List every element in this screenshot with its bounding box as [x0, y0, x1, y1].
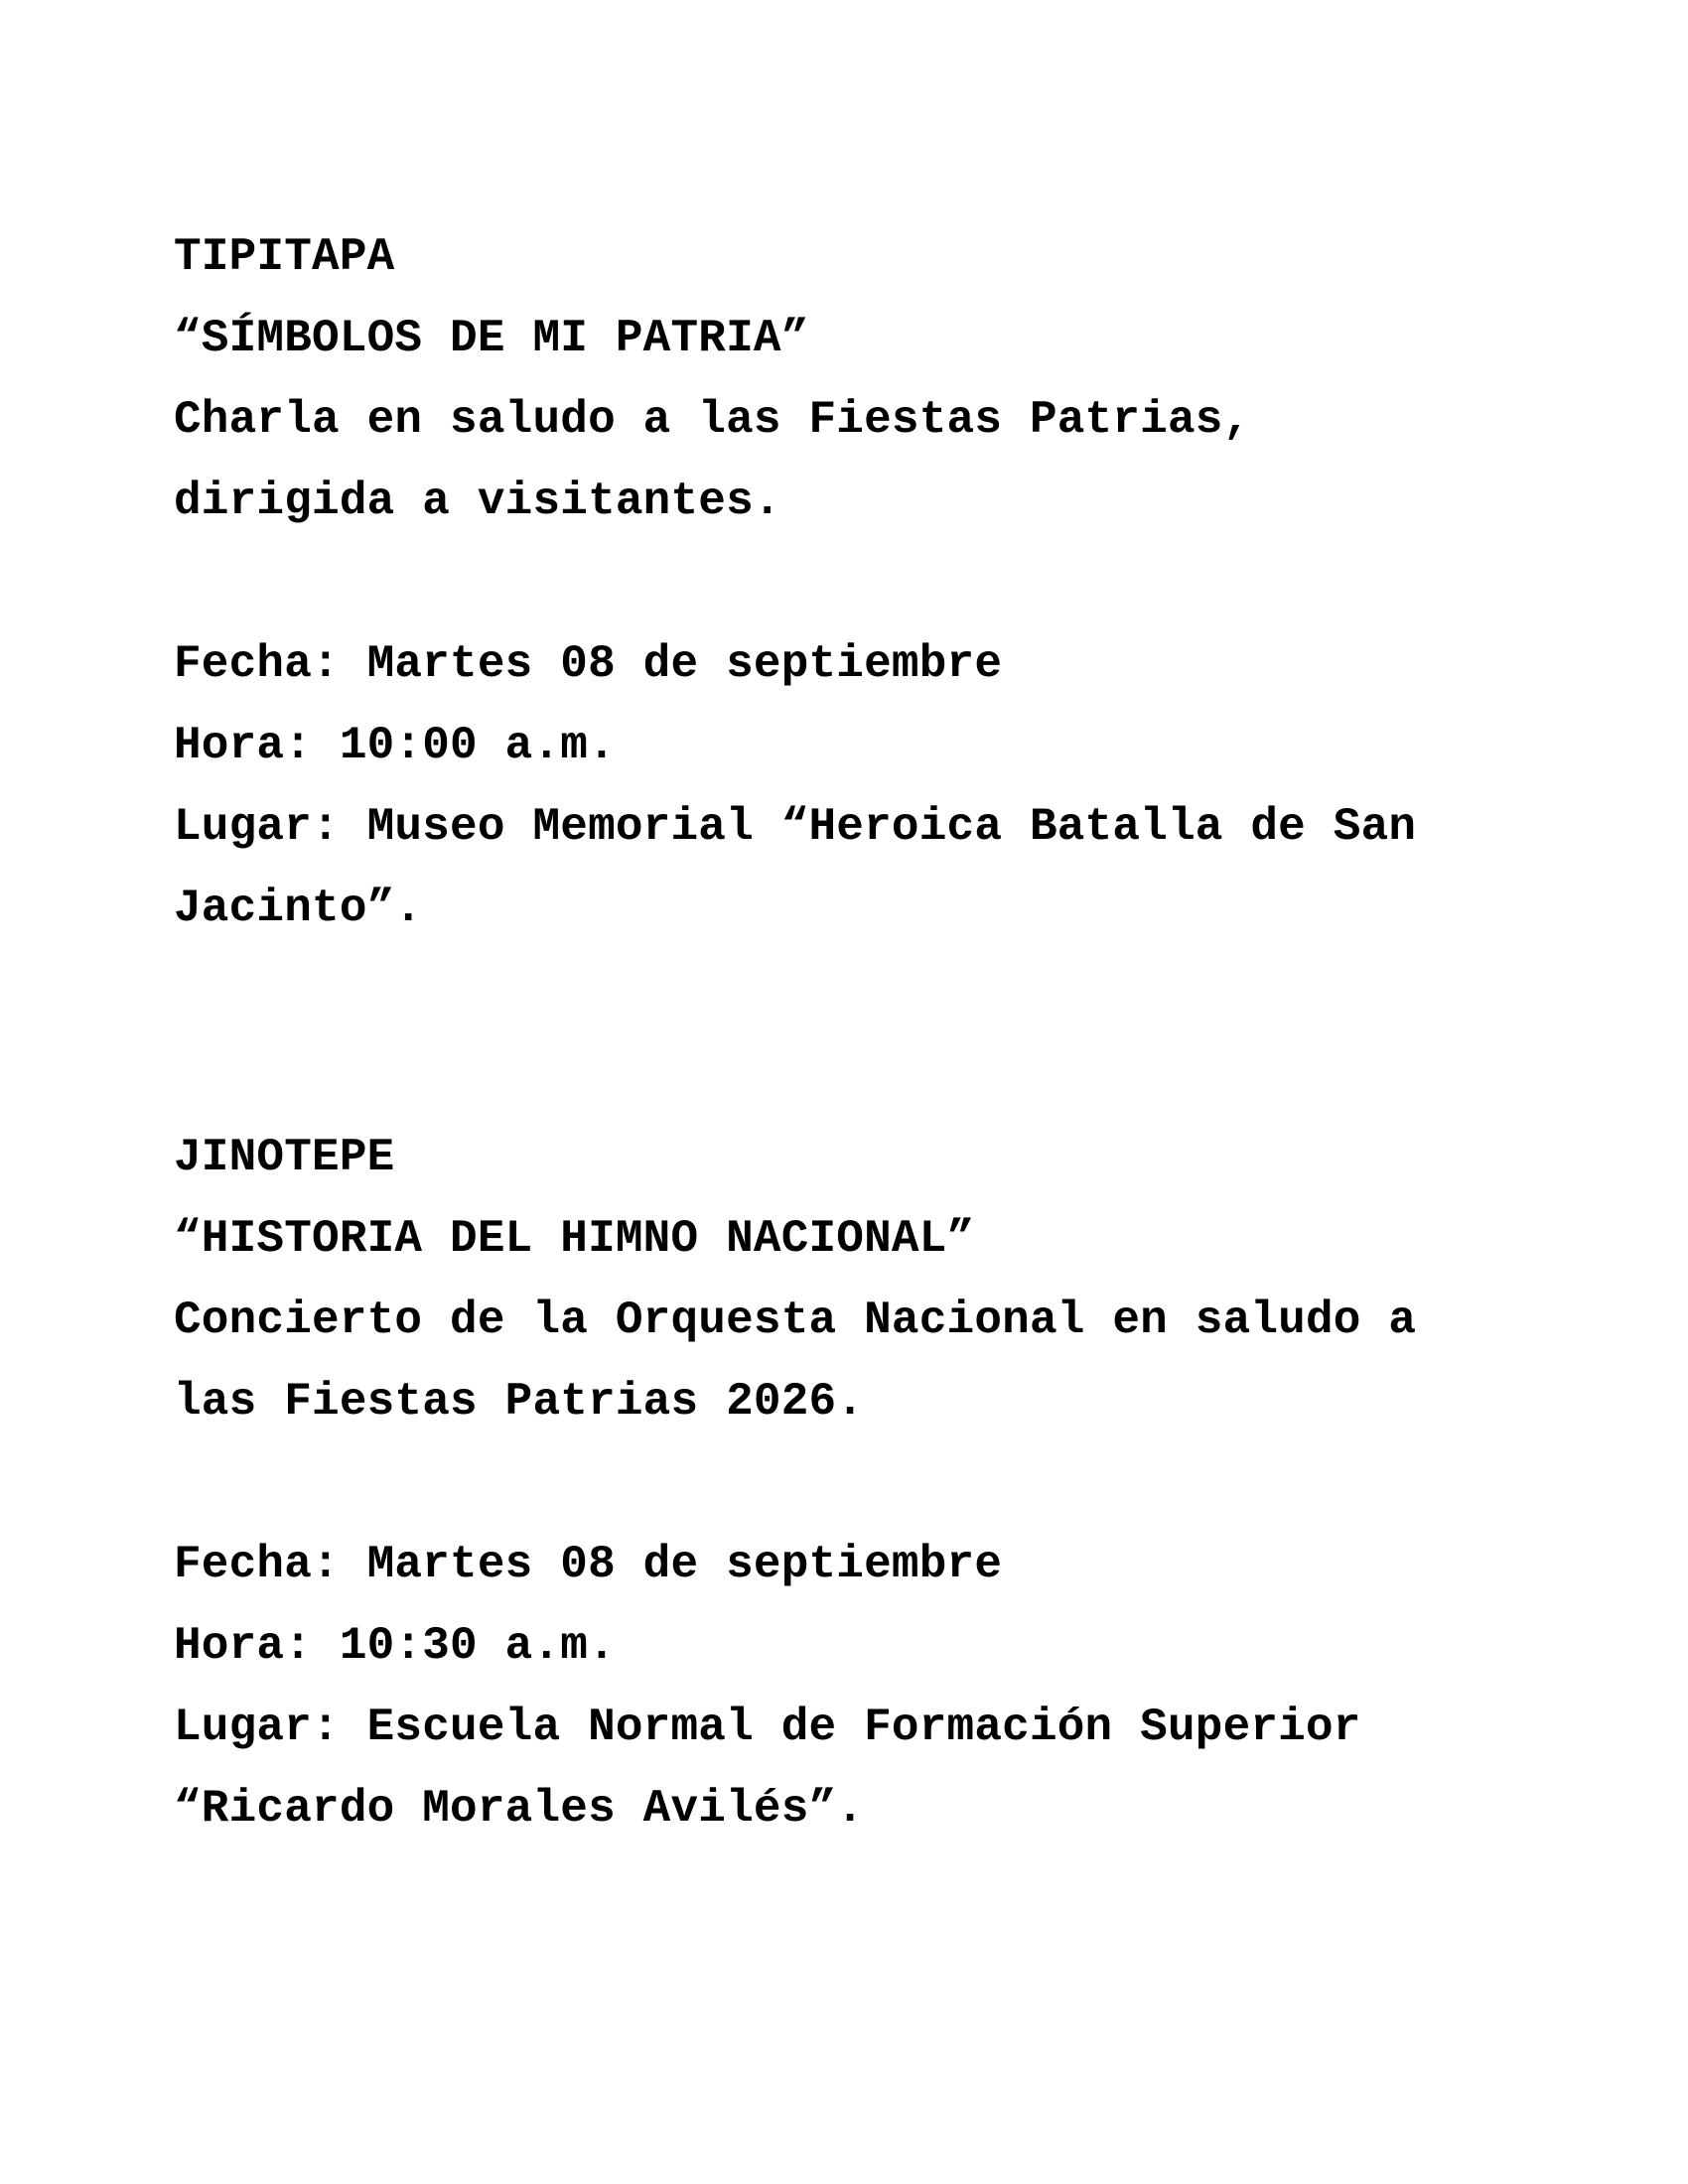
spacer: [174, 1442, 1544, 1524]
event-description-line: Concierto de la Orquesta Nacional en saludo a: [174, 1295, 1417, 1346]
event-title: “HISTORIA DEL HIMNO NACIONAL”: [174, 1213, 975, 1265]
event-location-line: “Ricardo Morales Avilés”.: [174, 1783, 865, 1835]
event-description-line: dirigida a visitantes.: [174, 476, 781, 527]
event-description-line: Charla en saludo a las Fiestas Patrias,: [174, 394, 1251, 446]
event-tipitapa: [174, 216, 1544, 949]
event-city: JINOTEPE: [174, 1132, 395, 1183]
spacer: [174, 542, 1544, 623]
event-time: Hora: 10:30 a.m.: [174, 1620, 616, 1672]
event-description-line: las Fiestas Patrias 2026.: [174, 1376, 865, 1428]
event-location-line: Jacinto”.: [174, 883, 423, 934]
event-jinotepe: [174, 1117, 1544, 1849]
event-time: Hora: 10:00 a.m.: [174, 720, 616, 771]
event-title: “SÍMBOLOS DE MI PATRIA”: [174, 313, 809, 364]
event-location-line: Lugar: Museo Memorial “Heroica Batalla de San: [174, 801, 1417, 853]
event-city: TIPITAPA: [174, 231, 395, 283]
event-location-line: Lugar: Escuela Normal de Formación Superior: [174, 1702, 1361, 1753]
event-date: Fecha: Martes 08 de septiembre: [174, 1539, 1003, 1590]
event-date: Fecha: Martes 08 de septiembre: [174, 638, 1003, 690]
